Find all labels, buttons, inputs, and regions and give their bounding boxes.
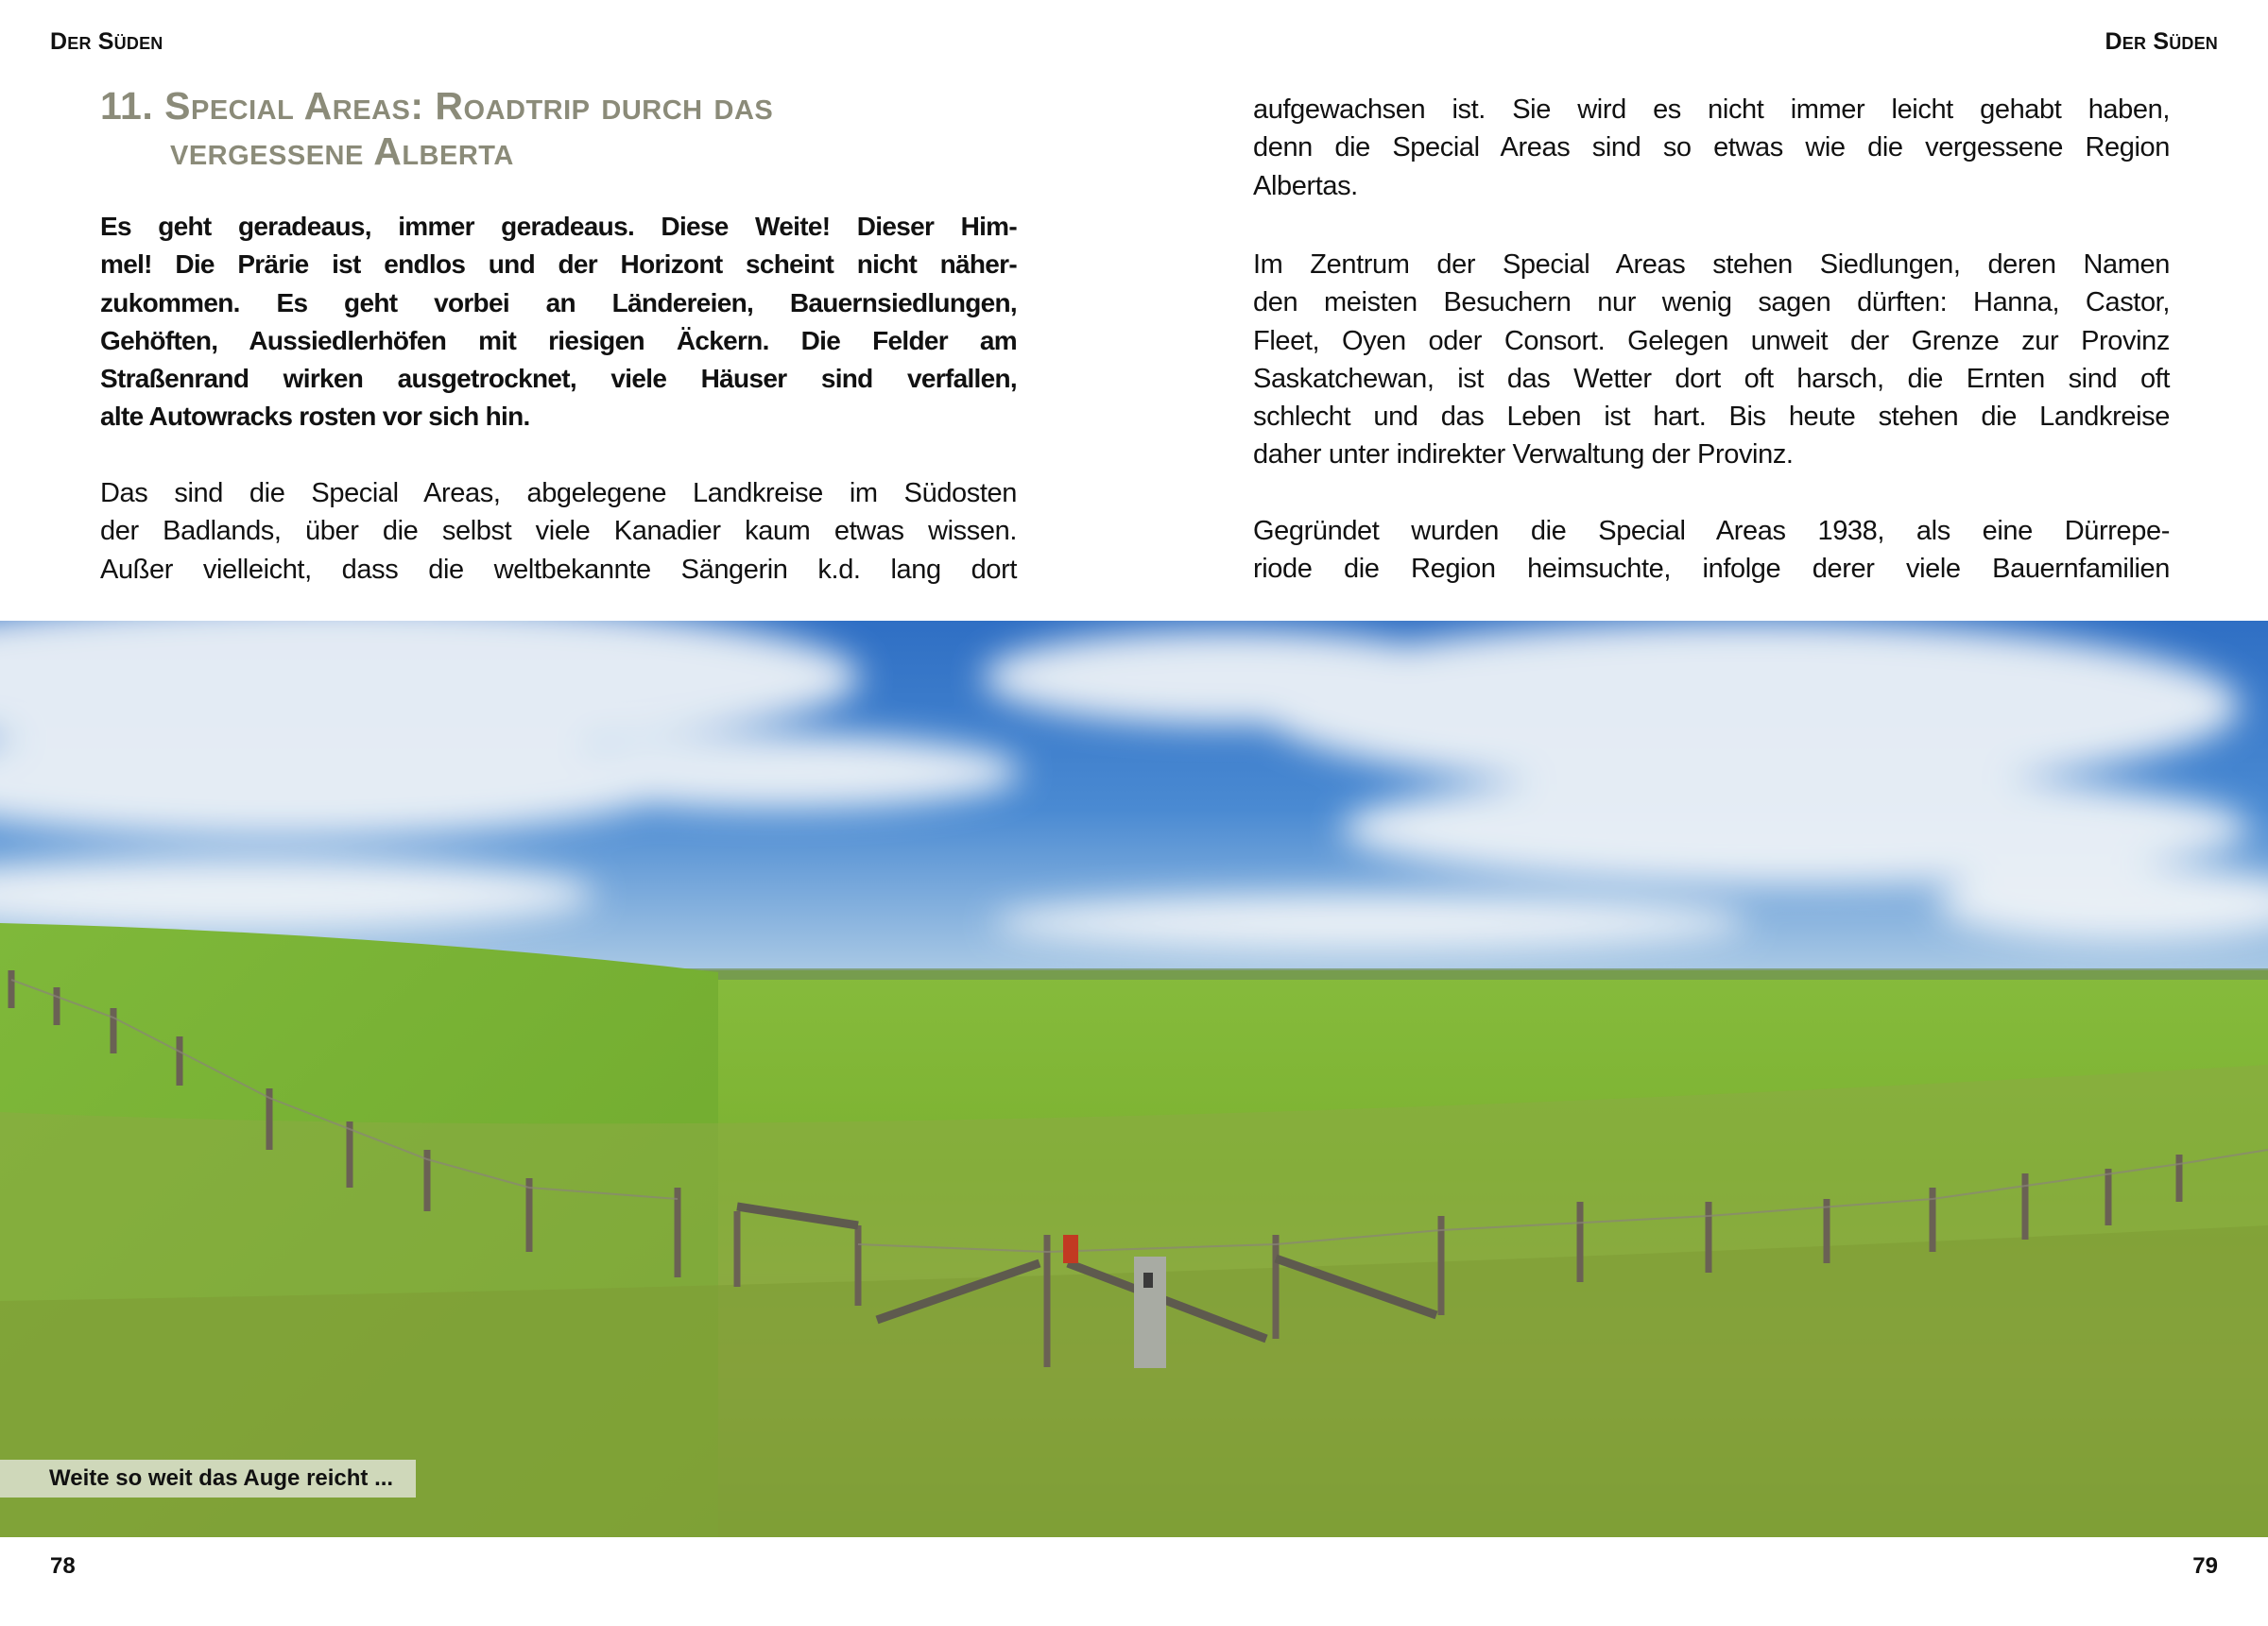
text-line: Im Zentrum der Special Areas stehen Siedlungen, deren Namen bbox=[1253, 249, 2170, 280]
text-line: der Badlands, über die selbst viele Kanadier kaum etwas wissen. bbox=[100, 516, 1017, 547]
text-line: zukommen. Es geht vorbei an Ländereien, Bauernsiedlungen, bbox=[100, 287, 1017, 317]
text-line: mel! Die Prärie ist endlos und der Horizont scheint nicht näher- bbox=[100, 249, 1017, 280]
text-line: Straßenrand wirken ausgetrocknet, viele Häuser sind verfallen, bbox=[100, 364, 1017, 394]
text-line: Albertas. bbox=[1253, 170, 1358, 201]
text-line: denn die Special Areas sind so etwas wie die vergessene Region bbox=[1253, 132, 2170, 163]
text-line: schlecht und das Leben ist hart. Bis heute stehen die Landkreise bbox=[1253, 402, 2170, 433]
page-number-left: 78 bbox=[50, 1553, 76, 1579]
text-line: alte Autowracks rosten vor sich hin. bbox=[100, 402, 530, 432]
chapter-title-line1: 11. Special Areas: Roadtrip durch das bbox=[100, 84, 774, 128]
body-paragraph-left bbox=[100, 474, 1017, 589]
text-line: daher unter indirekter Verwaltung der Provinz. bbox=[1253, 439, 1794, 471]
text-line: riode die Region heimsuchte, infolge derer viele Bauernfamilien bbox=[1253, 554, 2170, 585]
intro-paragraph bbox=[100, 208, 1017, 436]
text-line: Gegründet wurden die Special Areas 1938, als eine Dürrepe- bbox=[1253, 516, 2170, 546]
chapter-title bbox=[100, 83, 773, 174]
body-paragraph-right-3 bbox=[1253, 512, 2170, 589]
running-header-right: Der Süden bbox=[2105, 28, 2218, 55]
text-line: Gehöften, Aussiedlerhöfen mit riesigen Äckern. Die Felder am bbox=[100, 325, 1017, 355]
running-header-left: Der Süden bbox=[50, 28, 163, 55]
chapter-title-line2: vergessene Alberta bbox=[170, 129, 514, 173]
text-line: Es geht geradeaus, immer geradeaus. Diese Weite! Dieser Him- bbox=[100, 212, 1017, 241]
text-line: Fleet, Oyen oder Consort. Gelegen unweit der Grenze zur Provinz bbox=[1253, 325, 2170, 356]
text-line: den meisten Besuchern nur wenig sagen dürften: Hanna, Castor, bbox=[1253, 287, 2170, 318]
text-line: Das sind die Special Areas, abgelegene Landkreise im Südosten bbox=[100, 478, 1017, 508]
page-number-right: 79 bbox=[2192, 1553, 2218, 1579]
body-paragraph-right-2 bbox=[1253, 246, 2170, 474]
photo-caption-text: Weite so weit das Auge reicht ... bbox=[49, 1465, 394, 1491]
text-line: Saskatchewan, ist das Wetter dort oft harsch, die Ernten sind oft bbox=[1253, 363, 2170, 394]
photo-caption bbox=[0, 1460, 416, 1498]
prairie-photo bbox=[0, 621, 2268, 1537]
text-line: Außer vielleicht, dass die weltbekannte Sängerin k.d. lang dort bbox=[100, 554, 1017, 585]
text-line: aufgewachsen ist. Sie wird es nicht immer leicht gehabt haben, bbox=[1253, 94, 2170, 125]
body-paragraph-right-1 bbox=[1253, 91, 2170, 205]
